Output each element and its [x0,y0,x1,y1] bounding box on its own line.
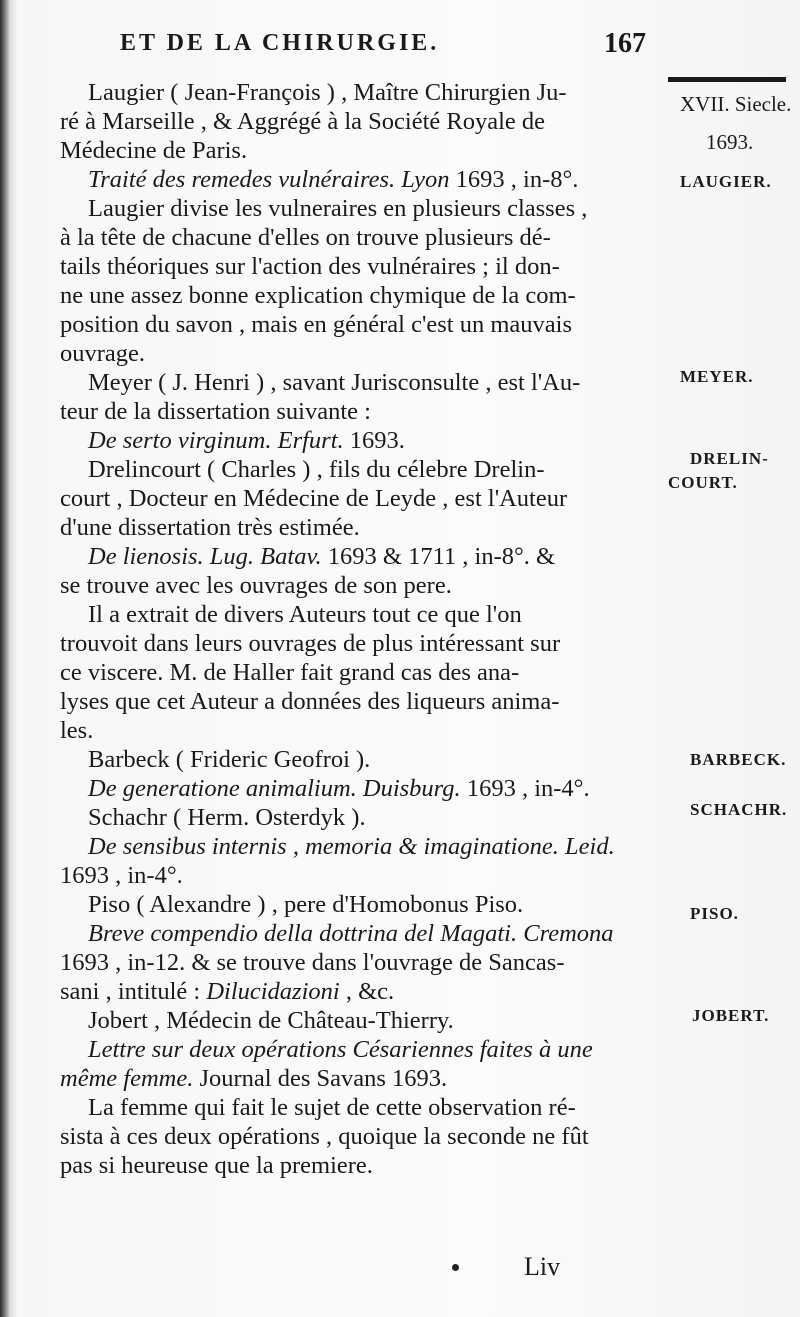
margin-meyer: MEYER. [680,367,754,386]
margin-century: XVII. Siecle. [680,92,792,116]
text-line: Drelincourt ( Charles ) , fils du célebre Drelin- [88,456,545,483]
text-line: tails théoriques sur l'action des vulnéraires ; il don- [60,253,560,280]
text-span: , &c. [339,978,395,1005]
book-title: De lienosis. Lug. Batav. [88,543,322,570]
text-line: Barbeck ( Frideric Geofroi ). [88,746,371,773]
book-title: même femme. [60,1065,194,1092]
book-title: De sensibus internis , memoria & imaginatione. Leid. [88,833,615,860]
page-number: 167 [604,28,646,59]
margin-drelincourt-2: COURT. [668,473,738,492]
book-title: Traité des remedes vulnéraires. Lyon [88,166,450,193]
margin-piso: PISO. [690,904,739,923]
text-line [88,165,665,194]
printer-mark [452,1264,459,1271]
text-line: pas si heureuse que la premiere. [60,1152,373,1179]
text-line: 1693 , in-4°. [60,862,183,889]
imprint: 1693 & 1711 , in-8°. & [321,543,556,570]
text-line: Jobert , Médecin de Château-Thierry. [88,1007,454,1034]
text-line: Schachr ( Herm. Osterdyk ). [88,804,366,831]
book-title: De generatione animalium. Duisburg. [88,775,461,802]
text-line: ne une assez bonne explication chymique de la com- [60,282,576,309]
text-line [60,1064,665,1093]
text-line [88,542,665,571]
text-line [88,1035,665,1064]
margin-rule [668,77,786,82]
text-line: ouvrage. [60,340,146,367]
running-title: ET DE LA CHIRURGIE. [120,30,440,56]
text-line: Laugier divise les vulneraires en plusieurs classes , [88,195,588,222]
margin-laugier: LAUGIER. [680,172,772,191]
text-line: ce viscere. M. de Haller fait grand cas des ana- [60,659,520,686]
text-line: Laugier ( Jean-François ) , Maître Chirurgien Ju- [88,79,567,106]
text-line: d'une dissertation très estimée. [60,514,360,541]
imprint: 1693 , in-8°. [449,166,579,193]
text-line [60,977,665,1006]
text-line: se trouve avec les ouvrages de son pere. [60,572,452,599]
text-line: 1693 , in-12. & se trouve dans l'ouvrage de Sancas- [60,949,565,976]
margin-year: 1693. [706,130,754,154]
imprint: 1693. [343,427,405,454]
text-line: trouvoit dans leurs ouvrages de plus intéressant sur [60,630,561,657]
text-line: Piso ( Alexandre ) , pere d'Homobonus Piso. [88,891,524,918]
text-line: Médecine de Paris. [60,137,248,164]
text-line [88,919,665,948]
margin-jobert: JOBERT. [692,1006,770,1025]
book-title: Lettre sur deux opérations Césariennes faites à une [88,1036,593,1063]
book-title: Dilucidazioni [206,978,340,1005]
book-title: De serto virginum. Erfurt. [88,427,344,454]
text-line: La femme qui fait le sujet de cette observation ré- [88,1094,576,1121]
text-line: à la tête de chacune d'elles on trouve plusieurs dé- [60,224,551,251]
margin-schachr: SCHACHR. [690,800,788,819]
imprint: 1693 , in-4°. [460,775,590,802]
book-title: Breve compendio della dottrina del Magati. Cremona [88,920,614,947]
margin-drelincourt-1: DRELIN- [690,449,769,468]
text-line: les. [60,717,94,744]
text-line [88,832,665,861]
text-line [88,426,665,455]
imprint: Journal des Savans 1693. [193,1065,448,1092]
text-line: teur de la dissertation suivante : [60,398,371,425]
text-line: Meyer ( J. Henri ) , savant Jurisconsulte , est l'Au- [88,369,581,396]
text-line: position du savon , mais en général c'est un mauvais [60,311,572,338]
text-line: sista à ces deux opérations , quoique la seconde ne fût [60,1123,589,1150]
text-line: lyses que cet Auteur a données des liqueurs anima- [60,688,560,715]
text-line: ré à Marseille , & Aggrégé à la Société Royale de [60,108,546,135]
text-line: Il a extrait de divers Auteurs tout ce que l'on [88,601,522,628]
signature-mark: Liv [524,1252,561,1281]
text-line: court , Docteur en Médecine de Leyde , est l'Auteur [60,485,568,512]
text-span: sani , intitulé : [60,978,207,1005]
margin-barbeck: BARBECK. [690,750,787,769]
text-line [88,774,665,803]
